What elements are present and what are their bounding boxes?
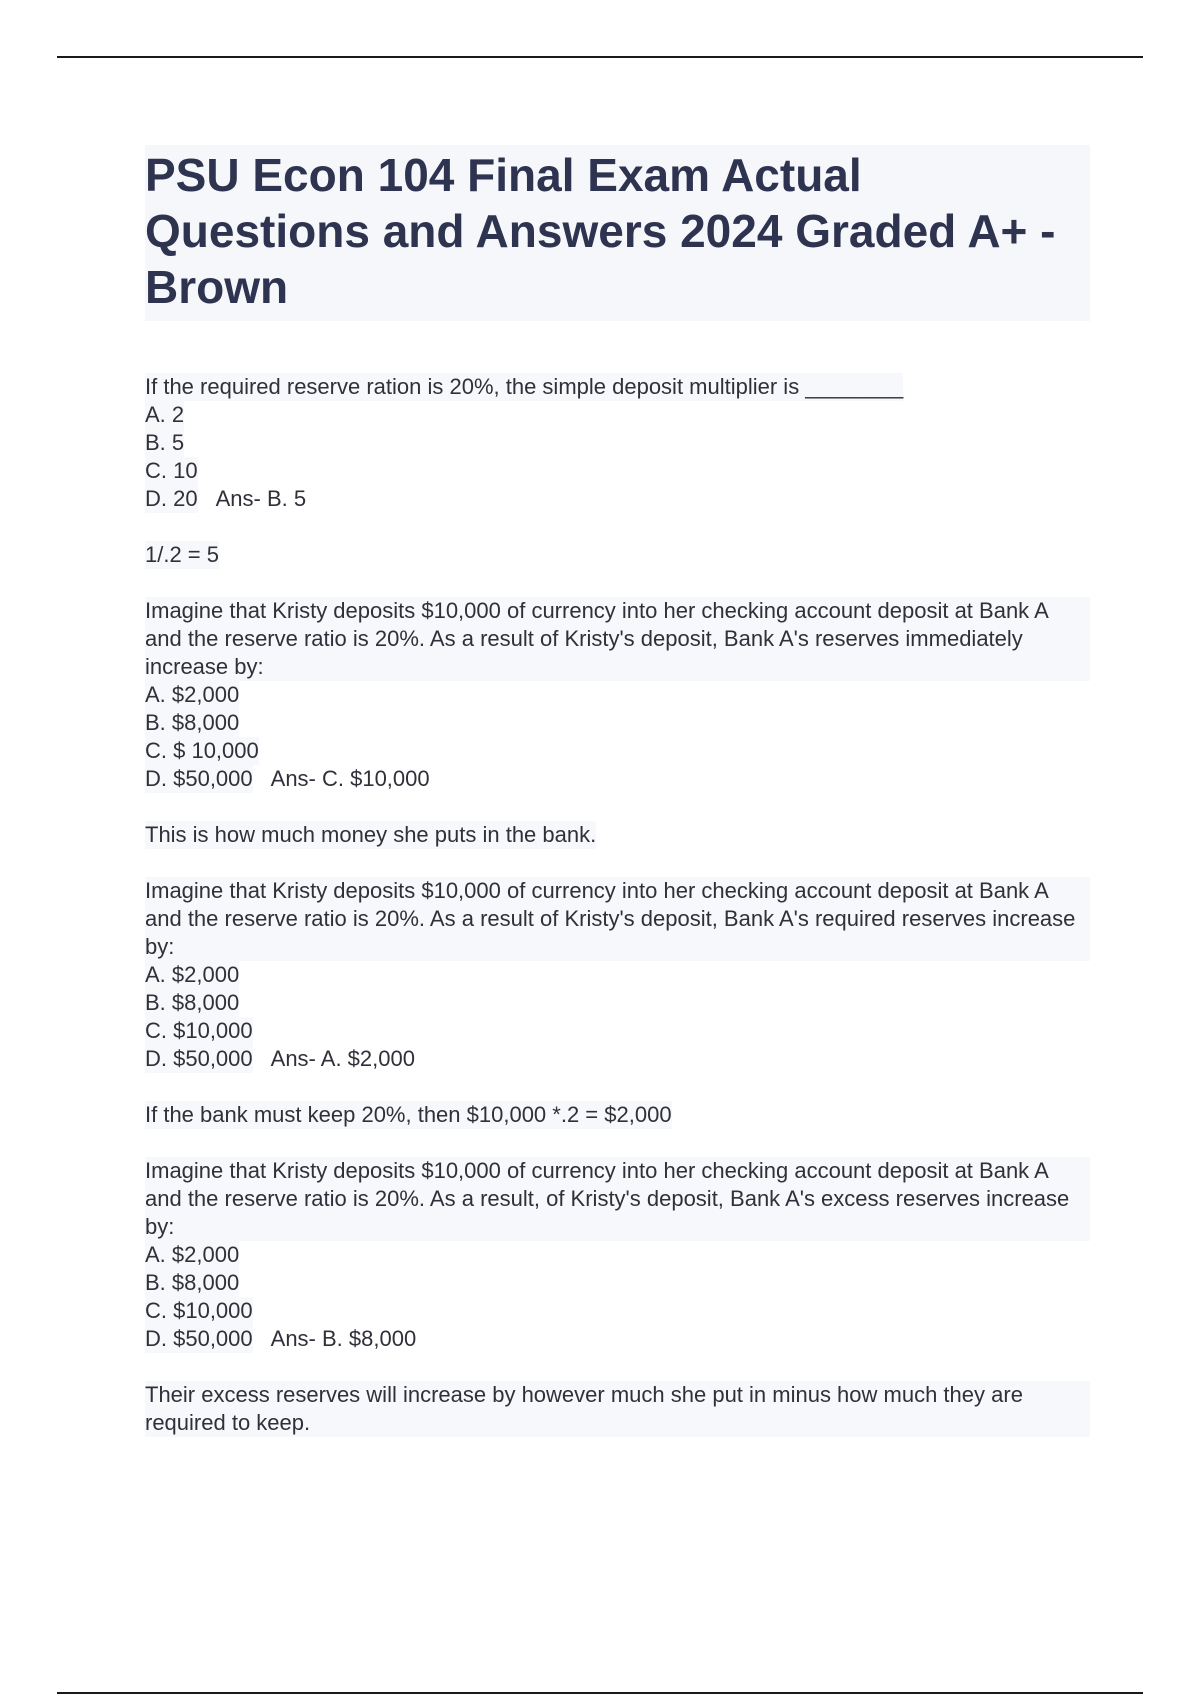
- question-text: Imagine that Kristy deposits $10,000 of currency into her checking account deposit at Bank A and the reserve ratio is 20%. As a result of Kristy's deposit, Bank A's required reserves increase by:: [145, 877, 1090, 961]
- question-4: [145, 1157, 1090, 1437]
- option-c: C. 10: [145, 458, 198, 483]
- option-b: B. $8,000: [145, 990, 240, 1015]
- option-d: D. 20: [145, 486, 198, 511]
- question-2: [145, 597, 1090, 849]
- option-a: A. 2: [145, 402, 185, 427]
- question-text: Imagine that Kristy deposits $10,000 of currency into her checking account deposit at Bank A and the reserve ratio is 20%. As a result, of Kristy's deposit, Bank A's excess reserves increase by:: [145, 1157, 1090, 1241]
- option-d: D. $50,000: [145, 1326, 253, 1351]
- answer: Ans- A. $2,000: [270, 1046, 415, 1071]
- option-a: A. $2,000: [145, 682, 240, 707]
- bottom-rule: [57, 1692, 1143, 1694]
- explanation: This is how much money she puts in the bank.: [145, 822, 597, 847]
- question-text: If the required reserve ration is 20%, the simple deposit multiplier is ________: [145, 374, 904, 399]
- explanation: Their excess reserves will increase by however much she put in minus how much they are required to keep.: [145, 1381, 1090, 1437]
- answer: Ans- C. $10,000: [270, 766, 430, 791]
- question-3: [145, 877, 1090, 1129]
- option-c: C. $ 10,000: [145, 738, 259, 763]
- option-c: C. $10,000: [145, 1018, 253, 1043]
- option-b: B. 5: [145, 430, 185, 455]
- answer: Ans- B. $8,000: [270, 1326, 417, 1351]
- document-body: [145, 145, 1090, 1437]
- document-title: PSU Econ 104 Final Exam Actual Questions and Answers 2024 Graded A+ - Brown: [145, 149, 1056, 313]
- option-c: C. $10,000: [145, 1298, 253, 1323]
- title-block: [145, 145, 1090, 321]
- question-1: [145, 373, 1090, 569]
- option-b: B. $8,000: [145, 710, 240, 735]
- option-d: D. $50,000: [145, 766, 253, 791]
- explanation: If the bank must keep 20%, then $10,000 *.2 = $2,000: [145, 1102, 672, 1127]
- answer: Ans- B. 5: [215, 486, 307, 511]
- option-b: B. $8,000: [145, 1270, 240, 1295]
- explanation: 1/.2 = 5: [145, 542, 220, 567]
- question-list: [145, 373, 1090, 1437]
- option-a: A. $2,000: [145, 1242, 240, 1267]
- option-a: A. $2,000: [145, 962, 240, 987]
- option-d: D. $50,000: [145, 1046, 253, 1071]
- question-text: Imagine that Kristy deposits $10,000 of currency into her checking account deposit at Bank A and the reserve ratio is 20%. As a result of Kristy's deposit, Bank A's reserves immediately increase by:: [145, 597, 1090, 681]
- top-rule: [57, 56, 1143, 58]
